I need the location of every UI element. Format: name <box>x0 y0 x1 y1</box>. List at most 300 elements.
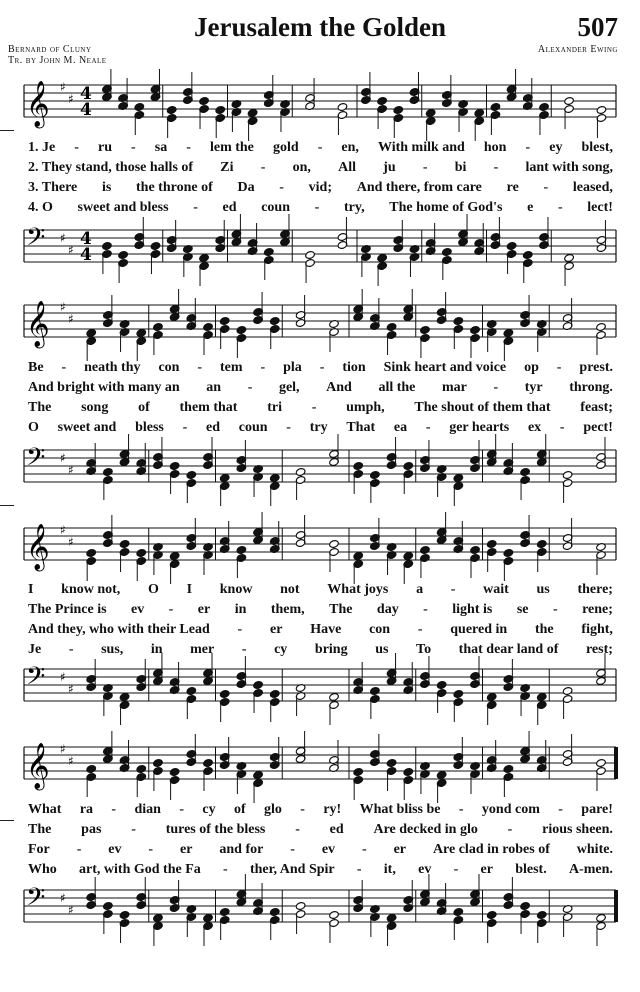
syllable-hyphen: - <box>179 802 184 817</box>
note-head <box>470 545 481 554</box>
syllable-hyphen: - <box>111 802 117 817</box>
verse-line <box>28 820 613 840</box>
lyric-syllable: sweet and <box>57 420 117 435</box>
lyric-syllable: All <box>338 160 356 175</box>
sharp-icon: ♯ <box>68 92 74 106</box>
lyrics-system-1 <box>28 138 613 218</box>
note-head <box>153 322 164 331</box>
lyric-syllable: sweet and bless <box>77 200 169 215</box>
lyric-syllable: The <box>28 400 52 415</box>
note-head <box>562 686 573 695</box>
lyric-syllable: For <box>28 842 50 857</box>
note-head <box>199 96 210 105</box>
syllable-hyphen: - <box>300 802 305 817</box>
note-head <box>536 692 547 701</box>
syllable-hyphen: - <box>453 862 459 877</box>
note-head <box>253 770 264 779</box>
lyric-syllable: try <box>309 420 328 435</box>
note-head <box>186 470 197 479</box>
note-head <box>386 913 397 922</box>
lyric-syllable: in <box>150 642 163 657</box>
lyric-syllable: ev <box>321 842 336 857</box>
note-head <box>263 247 274 256</box>
note-head <box>269 907 280 916</box>
syllable-hyphen: - <box>450 582 456 597</box>
note-head <box>353 461 364 470</box>
note-head <box>453 316 464 325</box>
syllable-hyphen: - <box>61 360 67 375</box>
lyric-syllable: And they, who with their Lead <box>28 622 210 637</box>
sharp-icon: ♯ <box>68 463 74 477</box>
lyric-syllable: quered in <box>450 622 508 637</box>
note-head <box>436 770 447 779</box>
lyric-syllable: of <box>233 802 246 817</box>
bass-staff-system-1 <box>0 223 640 272</box>
syllable-hyphen: - <box>317 140 323 155</box>
lyric-syllable: ea <box>393 420 408 435</box>
lyric-syllable: ev <box>418 862 432 877</box>
sharp-icon: ♯ <box>60 891 66 905</box>
note-head <box>203 758 214 767</box>
lyric-syllable: ex <box>527 420 542 435</box>
note-head <box>136 764 147 773</box>
note-head <box>503 548 514 557</box>
lyric-syllable: er <box>180 842 193 857</box>
syllable-hyphen: - <box>241 642 247 657</box>
lyric-syllable: Are decked in glo <box>373 822 478 837</box>
lyric-syllable: throng. <box>569 380 613 395</box>
note-head <box>236 545 247 554</box>
lyric-syllable: What <box>28 802 62 817</box>
lyric-syllable: Sink heart and voice <box>383 360 507 375</box>
treble-clef-icon: 𝄞 <box>26 81 50 127</box>
note-head <box>253 680 264 689</box>
lyric-syllable: not <box>280 582 300 597</box>
note-head <box>86 764 97 773</box>
lyric-syllable: ry! <box>323 802 342 817</box>
lyric-syllable: know <box>219 582 253 597</box>
verse-line <box>28 138 613 158</box>
syllable-hyphen: - <box>543 180 549 195</box>
lyric-syllable: Be <box>28 360 44 375</box>
lyrics-system-2 <box>28 358 613 438</box>
note-head <box>420 545 431 554</box>
author-credit <box>8 44 107 66</box>
sharp-icon: ♯ <box>60 80 66 94</box>
note-head <box>269 689 280 698</box>
note-head <box>136 548 147 557</box>
lyric-syllable: ev <box>108 842 122 857</box>
lyric-syllable: lem the <box>209 140 254 155</box>
note-head <box>295 901 306 910</box>
lyric-syllable: ther, And Spir <box>249 862 335 877</box>
note-head <box>539 102 550 111</box>
lyric-syllable: gel, <box>278 380 300 395</box>
syllable-hyphen: - <box>458 802 464 817</box>
lyric-syllable: Who <box>28 862 57 877</box>
lyric-syllable: tem <box>220 360 243 375</box>
lyric-syllable: mar <box>441 380 467 395</box>
author-line-1: Bernard of Cluny <box>8 44 92 55</box>
treble-clef-icon: 𝄞 <box>26 743 50 789</box>
lyric-syllable: white. <box>576 842 613 857</box>
lyric-syllable: leased, <box>572 180 613 195</box>
note-head <box>486 692 497 701</box>
bass-clef-icon: 𝄢 <box>26 883 46 918</box>
note-head <box>370 470 381 479</box>
note-head <box>403 551 414 560</box>
note-head <box>562 470 573 479</box>
lyric-syllable: feast; <box>580 400 613 415</box>
note-head <box>153 913 164 922</box>
syllable-hyphen: - <box>260 160 266 175</box>
syllable-hyphen: - <box>525 140 531 155</box>
lyric-syllable: pla <box>283 360 302 375</box>
note-head <box>219 689 230 698</box>
lyric-syllable: of <box>138 400 150 415</box>
lyric-syllable: lant with song, <box>525 160 613 175</box>
lyric-syllable: And there, from care <box>356 180 482 195</box>
bass-clef-icon: 𝄢 <box>26 662 46 697</box>
syllable-hyphen: - <box>131 822 136 837</box>
verse-line <box>28 418 613 438</box>
lyric-syllable: rene; <box>582 602 613 617</box>
syllable-hyphen: - <box>290 842 295 857</box>
note-head <box>295 467 306 476</box>
lyric-syllable: ru <box>97 140 112 155</box>
note-head <box>119 692 130 701</box>
lyric-syllable: in <box>234 602 247 617</box>
lyric-syllable: The <box>329 602 353 617</box>
syllable-hyphen: - <box>559 420 565 435</box>
note-head <box>596 758 607 767</box>
lyric-syllable: ed <box>222 200 237 215</box>
lyric-syllable: on, <box>292 160 311 175</box>
note-head <box>169 551 180 560</box>
syllable-hyphen: - <box>422 160 428 175</box>
lyric-syllable: ev <box>131 602 145 617</box>
note-head <box>305 250 316 259</box>
lyric-syllable: pare! <box>581 802 613 817</box>
syllable-hyphen: - <box>423 602 428 617</box>
lyric-syllable: ed <box>206 420 221 435</box>
note-head <box>269 316 280 325</box>
syllable-hyphen: - <box>286 420 291 435</box>
bass-clef-icon: 𝄢 <box>26 223 46 258</box>
sharp-icon: ♯ <box>68 903 74 917</box>
note-head <box>169 767 180 776</box>
syllable-hyphen: - <box>493 160 499 175</box>
syllable-hyphen: - <box>168 602 174 617</box>
lyric-syllable: song <box>81 400 109 415</box>
note-head <box>564 96 575 105</box>
note-head <box>377 96 388 105</box>
note-head <box>486 539 497 548</box>
sharp-icon: ♯ <box>68 243 74 257</box>
note-head <box>506 241 517 250</box>
note-head <box>486 910 497 919</box>
syllable-hyphen: - <box>557 200 563 215</box>
lyric-syllable: ey <box>549 140 563 155</box>
lyric-syllable: us <box>375 642 389 657</box>
note-head <box>520 467 531 476</box>
syllable-hyphen: - <box>193 200 198 215</box>
lyric-syllable: O <box>148 582 159 597</box>
syllable-hyphen: - <box>260 360 266 375</box>
lyric-syllable: er <box>393 842 407 857</box>
syllable-hyphen: - <box>507 822 513 837</box>
verse-line <box>28 358 613 378</box>
note-head <box>102 241 113 250</box>
time-signature: 4 <box>80 84 92 104</box>
lyric-syllable: vid; <box>308 180 332 195</box>
syllable-hyphen: - <box>68 642 74 657</box>
note-head <box>353 767 364 776</box>
sharp-icon: ♯ <box>60 670 66 684</box>
sharp-icon: ♯ <box>60 231 66 245</box>
lyric-syllable: en, <box>341 140 359 155</box>
syllable-hyphen: - <box>361 842 367 857</box>
lyric-syllable: What bliss be <box>359 802 441 817</box>
note-head <box>564 253 575 262</box>
lyric-syllable: The shout of them that <box>414 400 551 415</box>
bass-staff-system-3 <box>0 662 640 711</box>
lyric-syllable: tri <box>267 400 282 415</box>
verse-line <box>28 378 613 398</box>
lyric-syllable: pas <box>81 822 102 837</box>
syllable-hyphen: - <box>74 140 79 155</box>
note-head <box>86 548 97 557</box>
lyric-syllable: know not, <box>61 582 121 597</box>
lyric-syllable: 4. O <box>28 200 53 215</box>
lyric-syllable: tures of the bless <box>165 822 266 837</box>
lyric-syllable: To <box>416 642 432 657</box>
lyric-syllable: pect! <box>583 420 613 435</box>
lyric-syllable: them, <box>270 602 305 617</box>
note-head <box>403 767 414 776</box>
lyric-syllable: art, with God the Fa <box>79 862 201 877</box>
note-head <box>199 253 210 262</box>
note-head <box>169 461 180 470</box>
lyric-syllable: gold <box>272 140 299 155</box>
lyric-syllable: 3. There <box>28 180 78 195</box>
note-head <box>219 473 230 482</box>
lyric-syllable: bless <box>135 420 164 435</box>
syllable-hyphen: - <box>552 602 558 617</box>
lyric-syllable: re <box>506 180 519 195</box>
lyric-syllable: The home of God's <box>389 200 503 215</box>
verse-line <box>28 600 613 620</box>
time-signature: 4 <box>80 245 92 265</box>
sharp-icon: ♯ <box>60 523 66 537</box>
note-head <box>219 316 230 325</box>
sharp-icon: ♯ <box>60 300 66 314</box>
sharp-icon: ♯ <box>68 312 74 326</box>
lyric-syllable: sus, <box>101 642 124 657</box>
note-head <box>386 758 397 767</box>
lyric-syllable: mer <box>190 642 215 657</box>
lyric-syllable: con <box>369 622 391 637</box>
lyric-syllable: try, <box>343 200 365 215</box>
lyric-syllable: ju <box>383 160 396 175</box>
syllable-hyphen: - <box>247 380 253 395</box>
lyric-syllable: Are clad in robes of <box>432 842 550 857</box>
note-head <box>134 102 145 111</box>
lyric-syllable: blest, <box>581 140 613 155</box>
note-head <box>118 250 129 259</box>
note-head <box>596 105 607 114</box>
lyric-syllable: glo <box>264 802 282 817</box>
lyric-syllable: neath thy <box>84 360 141 375</box>
syllable-hyphen: - <box>148 842 154 857</box>
author-line-2: Tr. by John M. Neale <box>8 55 107 66</box>
lyric-syllable: day <box>376 602 399 617</box>
bass-staff-system-4 <box>0 883 640 932</box>
note-head <box>353 551 364 560</box>
syllable-hyphen: - <box>356 862 362 877</box>
lyric-syllable: coun <box>238 420 268 435</box>
note-head <box>247 108 258 117</box>
lyric-syllable: tyr <box>524 380 543 395</box>
lyric-syllable: rest; <box>585 642 613 657</box>
lyric-syllable: 1. Je <box>28 140 56 155</box>
note-head <box>536 910 547 919</box>
lyric-syllable: I <box>28 582 34 597</box>
lyric-syllable: bi <box>454 160 467 175</box>
syllable-hyphen: - <box>295 822 300 837</box>
verse-line <box>28 198 613 218</box>
note-head <box>403 461 414 470</box>
syllable-hyphen: - <box>131 140 136 155</box>
lyrics-system-4 <box>28 800 613 880</box>
lyric-syllable: fight, <box>581 622 613 637</box>
note-head <box>520 901 531 910</box>
lyric-syllable: there; <box>577 582 613 597</box>
lyric-syllable: O <box>28 420 39 435</box>
lyric-syllable: it, <box>383 862 396 877</box>
note-head <box>377 253 388 262</box>
lyric-syllable: Je <box>28 642 42 657</box>
note-head <box>596 322 607 331</box>
lyric-syllable: dian <box>134 802 161 817</box>
verse-line <box>28 398 613 418</box>
syllable-hyphen: - <box>556 360 562 375</box>
treble-clef-icon: 𝄞 <box>26 524 50 570</box>
note-head <box>136 328 147 337</box>
lyric-syllable: the <box>534 622 554 637</box>
lyric-syllable: ra <box>79 802 94 817</box>
hymn-number: 507 <box>577 12 618 42</box>
note-head <box>329 539 340 548</box>
syllable-hyphen: - <box>558 802 563 817</box>
sharp-icon: ♯ <box>60 451 66 465</box>
note-head <box>470 325 481 334</box>
verse-line <box>28 860 613 880</box>
lyric-syllable: all the <box>378 380 416 395</box>
note-head <box>453 689 464 698</box>
note-head <box>119 910 130 919</box>
note-head <box>153 758 164 767</box>
note-head <box>522 250 533 259</box>
verse-line <box>28 640 613 660</box>
lyric-syllable: A-men. <box>568 862 613 877</box>
syllable-hyphen: - <box>319 360 325 375</box>
lyric-syllable: Da <box>237 180 255 195</box>
treble-staff-system-2 <box>0 300 640 347</box>
lyric-syllable: With milk and <box>377 140 465 155</box>
lyric-syllable: er <box>480 862 493 877</box>
note-head <box>453 907 464 916</box>
lyric-syllable: Zi <box>220 160 234 175</box>
lyric-syllable: The <box>28 822 52 837</box>
lyric-syllable: a <box>416 582 424 597</box>
lyric-syllable: e <box>527 200 534 215</box>
lyric-syllable: ger hearts <box>449 420 510 435</box>
note-head <box>420 325 431 334</box>
syllable-hyphen: - <box>279 180 284 195</box>
treble-staff-system-3 <box>0 523 640 570</box>
note-head <box>442 247 453 256</box>
lyric-syllable: I <box>186 582 193 597</box>
lyric-syllable: 2. They stand, those halls of <box>28 160 194 175</box>
note-head <box>119 539 130 548</box>
treble-clef-icon: 𝄞 <box>26 301 50 347</box>
bass-staff-system-2 <box>0 443 640 492</box>
note-head <box>215 105 226 114</box>
treble-staff-system-4 <box>0 742 640 789</box>
syllable-hyphen: - <box>311 400 317 415</box>
lyric-syllable: con <box>158 360 180 375</box>
note-head <box>86 328 97 337</box>
treble-staff-system-1 <box>0 80 640 127</box>
lyric-syllable: cy <box>202 802 216 817</box>
note-head <box>337 102 348 111</box>
lyric-syllable: The Prince is <box>28 602 107 617</box>
syllable-hyphen: - <box>237 622 243 637</box>
lyric-syllable: sa <box>154 140 168 155</box>
lyric-syllable: tion <box>342 360 366 375</box>
lyric-syllable: coun <box>261 200 290 215</box>
lyrics-system-3 <box>28 580 613 660</box>
time-signature: 4 <box>80 100 92 120</box>
margin-mark <box>0 130 14 131</box>
note-head <box>474 108 485 117</box>
note-head <box>186 686 197 695</box>
note-head <box>203 913 214 922</box>
lyric-syllable: lect! <box>587 200 613 215</box>
lyric-syllable: What joys <box>327 582 389 597</box>
margin-mark <box>0 505 14 506</box>
note-head <box>166 105 177 114</box>
lyric-syllable: us <box>536 582 550 597</box>
note-head <box>425 108 436 117</box>
sharp-icon: ♯ <box>68 535 74 549</box>
lyric-syllable: light is <box>452 602 493 617</box>
note-head <box>370 686 381 695</box>
note-head <box>453 473 464 482</box>
verse-line <box>28 158 613 178</box>
lyric-syllable: is <box>101 180 112 195</box>
note-head <box>150 241 161 250</box>
lyric-syllable: hon <box>483 140 507 155</box>
syllable-hyphen: - <box>186 140 191 155</box>
verse-line <box>28 620 613 640</box>
lyric-syllable: Have <box>310 622 342 637</box>
note-head <box>503 328 514 337</box>
note-head <box>236 325 247 334</box>
lyric-syllable: umph, <box>346 400 385 415</box>
lyric-syllable: And <box>326 380 352 395</box>
